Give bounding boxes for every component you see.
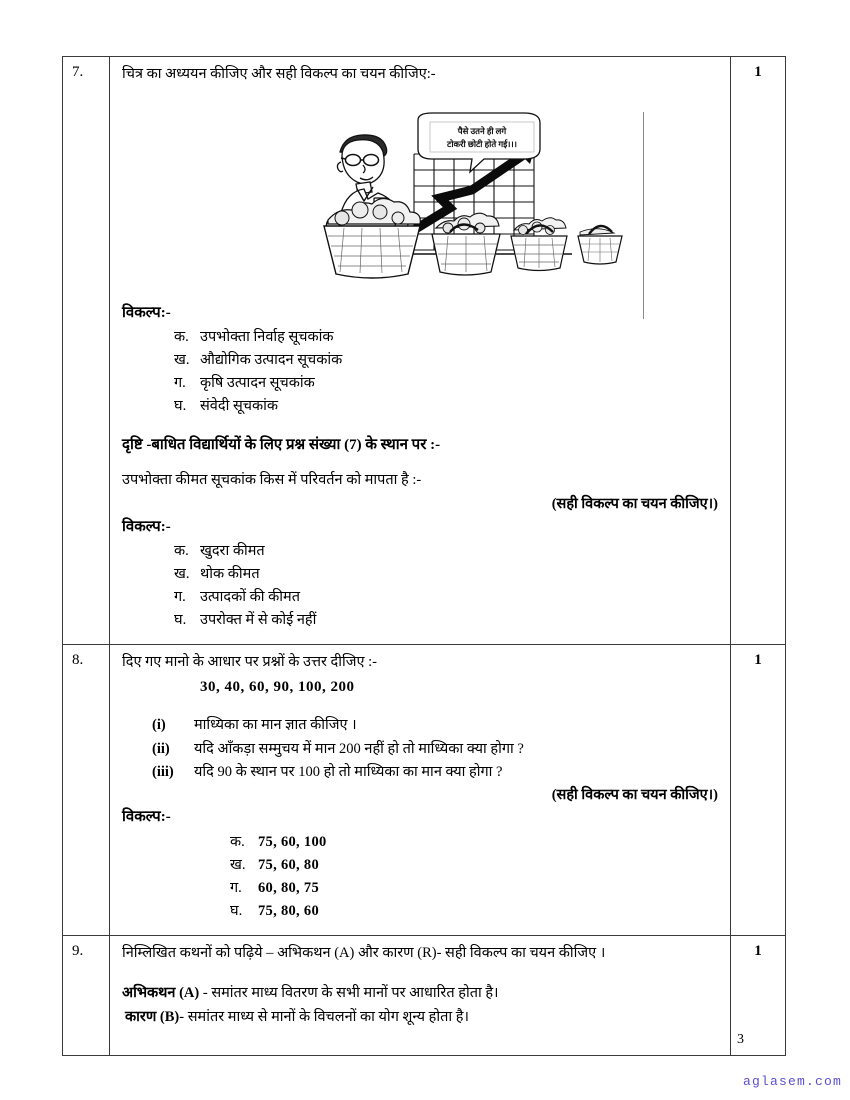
option-text: 75, 80, 60 [258,902,319,919]
list-item [122,761,720,784]
question-marks: 1 [754,652,762,668]
list-item [122,714,720,737]
marks-cell [731,645,786,936]
basket-2-icon [432,213,500,275]
option-text: औद्योगिक उत्पादन सूचकांक [200,352,343,369]
option-label: ख. [230,856,246,873]
list-item[interactable] [122,395,720,418]
question-number-cell [63,57,110,645]
assertion-text: - समांतर माध्य वितरण के सभी मानों पर आधारित होता है। [199,985,499,1002]
choose-correct-option-note: (सही विकल्प का चयन कीजिए।) [551,496,718,513]
list-item[interactable] [122,900,720,923]
option-text: कृषि उत्पादन सूचकांक [200,375,315,392]
option-text: 75, 60, 80 [258,856,319,873]
choose-correct-option-note: (सही विकल्प का चयन कीजिए।) [551,786,718,803]
list-item[interactable] [122,609,720,632]
alt-options-heading: विकल्प:- [122,518,171,535]
option-label: ग. [174,375,186,392]
watermark: aglasem.com [742,1074,842,1089]
question-body-cell [110,645,731,936]
marks-cell [731,57,786,645]
data-values: 30, 40, 60, 90, 100, 200 [200,678,355,695]
options-heading: विकल्प:- [122,304,171,321]
question-prompt: निम्लिखित कथनों को पढ़िये – अभिकथन (A) और कारण (R)- सही विकल्प का चयन कीजिए । [122,944,606,961]
option-label: क. [174,329,189,346]
question-prompt: चित्र का अध्ययन कीजिए और सही विकल्प का चयन कीजिए:- [122,66,436,82]
sub-question-text: यदि आँकड़ा सम्मुचय में मान 200 नहीं हो तो माध्यिका क्या होगा ? [194,740,524,757]
sub-question-label: (ii) [152,740,170,757]
options-list [122,326,720,418]
list-item[interactable] [122,372,720,395]
table-row [63,57,786,645]
list-item[interactable] [122,349,720,372]
alt-options-list [122,540,720,632]
list-item[interactable] [122,326,720,349]
assertion-line [122,982,720,1005]
option-label: ग. [174,589,186,606]
sub-question-label: (i) [152,717,166,734]
list-item[interactable] [122,877,720,900]
option-text: उपरोक्त में से कोई नहीं [200,612,317,629]
options-list [122,831,720,923]
cpi-cartoon-figure [122,90,720,302]
speech-line-1: पैसे उतने ही लगे [457,125,507,136]
list-item[interactable] [122,563,720,586]
cartoon-illustration [322,112,642,317]
assertion-label: अभिकथन (A) [122,985,200,1002]
page-number: 3 [737,1032,744,1047]
list-item[interactable] [122,586,720,609]
option-text: 75, 60, 100 [258,833,327,850]
list-item[interactable] [122,854,720,877]
option-text: खुदरा कीमत [200,543,265,560]
question-number-cell [63,645,110,936]
options-heading: विकल्प:- [122,809,171,826]
option-label: घ. [174,612,187,629]
reason-line [122,1006,720,1029]
basket-1-icon [324,198,420,278]
option-label: घ. [230,902,243,919]
question-prompt: दिए गए मानो के आधार पर प्रश्नों के उत्तर दीजिए :- [122,654,377,670]
option-label: क. [230,833,245,850]
alt-question-prompt: उपभोक्ता कीमत सूचकांक किस में परिवर्तन को मापता है :- [122,472,422,489]
option-label: क. [174,543,189,560]
option-label: ग. [230,879,242,896]
sub-question-text: यदि 90 के स्थान पर 100 हो तो माध्यिका का मान क्या होगा ? [194,764,503,781]
list-item [122,738,720,761]
question-number: 8. [72,652,84,668]
question-marks: 1 [754,942,762,959]
question-number: 7. [72,64,84,80]
option-text: 60, 80, 75 [258,879,319,896]
figure-right-rule [643,112,644,319]
visually-impaired-heading: दृष्टि -बाधित विद्यार्थियों के लिए प्रश्न संख्या (7) के स्थान पर :- [122,436,441,453]
option-text: उत्पादकों की कीमत [200,589,300,606]
option-text: थोक कीमत [200,566,260,583]
question-body-cell [110,57,731,645]
reason-label: कारण (B) [125,1008,180,1025]
sub-questions-list [122,714,720,784]
option-label: ख. [174,352,190,369]
option-text: उपभोक्ता निर्वाह सूचकांक [200,329,334,346]
speech-bubble-icon [418,113,540,172]
list-item[interactable] [122,540,720,563]
speech-line-2: टोकरी छोटी होते गई।।। [447,138,517,149]
question-table [62,56,786,1056]
basket-3-icon [511,217,567,270]
option-text: संवेदी सूचकांक [200,397,278,414]
sub-question-text: माध्यिका का मान ज्ञात कीजिए । [194,717,357,734]
reason-text: - समांतर माध्य से मानों के विचलनों का योग शून्य होता है। [179,1008,469,1025]
option-label: ख. [174,566,190,583]
sub-question-label: (iii) [152,764,174,781]
option-label: घ. [174,397,187,414]
basket-group-icon [324,198,622,278]
question-number: 9. [72,942,84,959]
basket-4-icon [578,226,622,264]
list-item[interactable] [122,831,720,854]
question-marks: 1 [754,64,762,80]
table-row [63,645,786,936]
